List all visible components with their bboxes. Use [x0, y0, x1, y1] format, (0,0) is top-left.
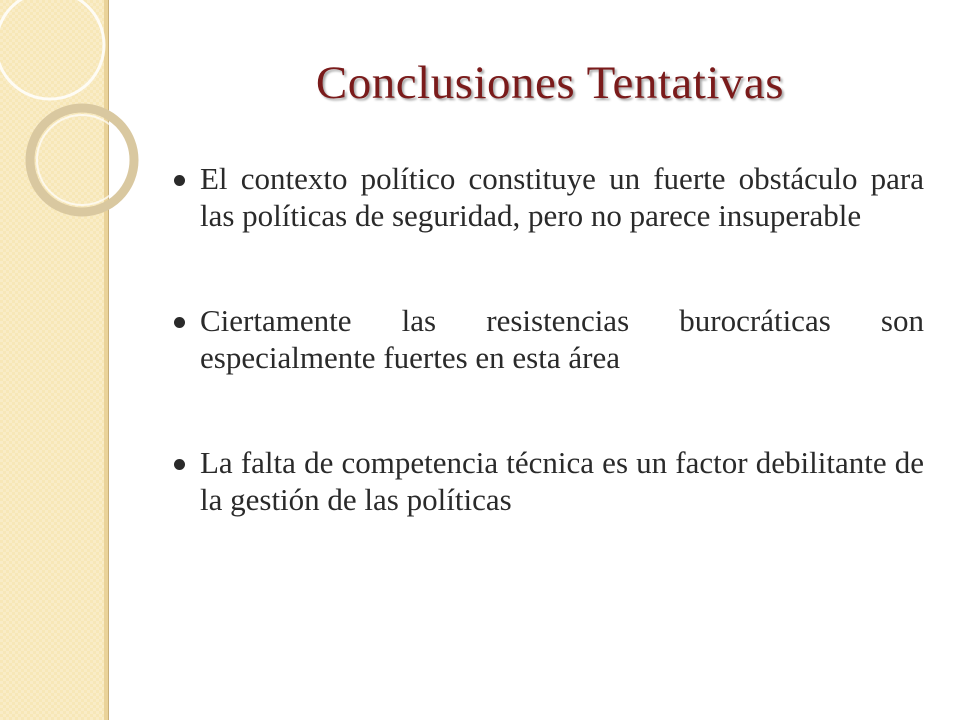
- small-ring-inner: [37, 115, 127, 205]
- bullet-item: [172, 444, 924, 518]
- bullet-text: El contexto político constituye un fuerte obstáculo para las políticas de seguridad, pero no parece insuperable: [200, 161, 924, 233]
- decorative-rings: [0, 0, 160, 260]
- bullet-dot-icon: [174, 459, 185, 470]
- bullet-text: La falta de competencia técnica es un factor debilitante de la gestión de las políticas: [200, 445, 924, 517]
- bullet-dot-icon: [174, 317, 185, 328]
- bullet-list: [172, 160, 924, 518]
- slide-title: Conclusiones Tentativas: [315, 57, 785, 109]
- large-ring: [0, 0, 104, 99]
- small-ring-outer: [30, 108, 134, 212]
- bullet-dot-icon: [174, 175, 185, 186]
- bullet-text: Ciertamente las resistencias burocráticas son especialmente fuertes en esta área: [200, 303, 924, 375]
- bullet-item: [172, 160, 924, 234]
- bullet-item: [172, 302, 924, 376]
